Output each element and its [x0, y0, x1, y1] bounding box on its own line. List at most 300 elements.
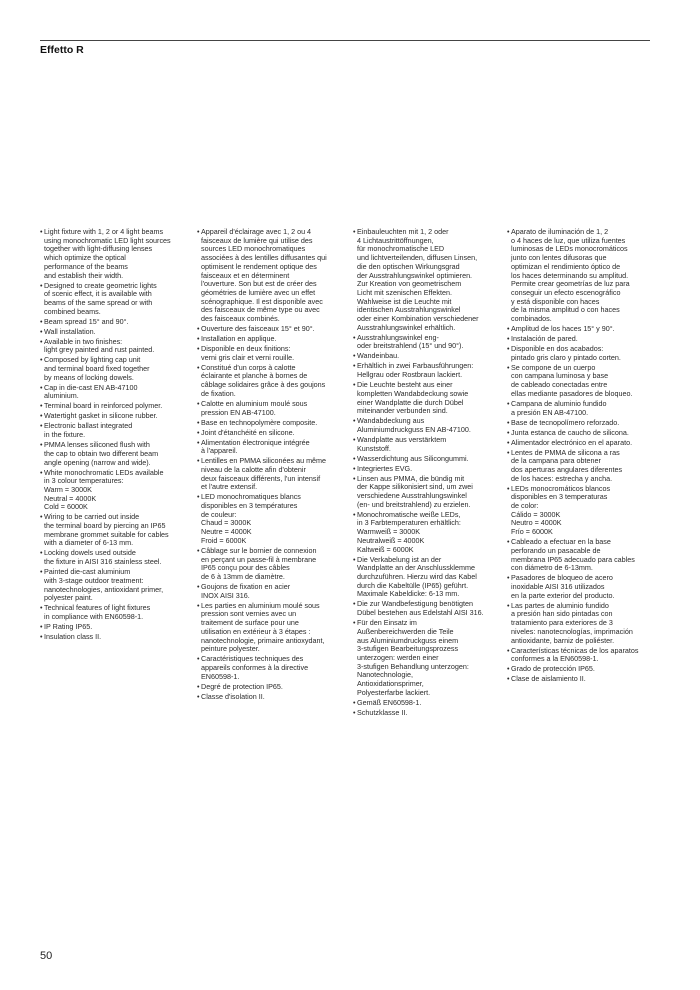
spec-line: appareils conformes à la directive — [201, 662, 309, 672]
bullet-icon: • — [507, 600, 510, 610]
spec-item-text — [201, 364, 341, 399]
spec-line: optimisent le rendement optique des — [201, 261, 317, 271]
spec-line: Neutral = 4000K — [44, 493, 97, 503]
spec-line: tratamiento para exteriores de 3 — [511, 618, 613, 628]
spec-line: in the fixture. — [44, 430, 86, 440]
bullet-icon: • — [40, 411, 43, 421]
spec-item — [197, 655, 341, 681]
spec-item-text — [357, 417, 497, 434]
spec-item — [507, 429, 651, 438]
spec-line: Available in two finishes: — [44, 336, 123, 346]
bullet-icon: • — [353, 416, 356, 426]
spec-item-text — [201, 683, 341, 692]
bullet-icon: • — [353, 473, 356, 483]
spec-line: Disponible en dos acabados: — [511, 344, 604, 354]
spec-item — [197, 400, 341, 417]
spec-line: Beam spread 15° and 90°. — [44, 316, 129, 326]
spec-item — [507, 325, 651, 334]
bullet-icon: • — [40, 401, 43, 411]
spec-line: Schutzklasse II. — [357, 707, 408, 717]
spec-item — [40, 356, 184, 382]
spec-line: beams of the same spread or with — [44, 297, 153, 307]
spec-item-text — [511, 364, 651, 399]
spec-item — [353, 228, 497, 332]
spec-item — [353, 436, 497, 453]
spec-item-text — [201, 228, 341, 324]
spec-item — [507, 345, 651, 362]
spec-item — [197, 429, 341, 438]
spec-line: performance of the beams — [44, 261, 128, 271]
bullet-icon: • — [40, 631, 43, 641]
column-spanish — [507, 228, 651, 685]
spec-line: disponibles en 3 temperaturas — [511, 492, 608, 502]
spec-line: Ouverture des faisceaux 15° et 90°. — [201, 324, 315, 334]
spec-line: in 3 Farbtemperaturen erhältlich: — [357, 518, 461, 528]
bullet-icon: • — [40, 621, 43, 631]
spec-line: aluminium. — [44, 391, 79, 401]
bullet-icon: • — [353, 707, 356, 717]
spec-item — [40, 633, 184, 642]
spec-line: Clase de aislamiento II. — [511, 674, 586, 684]
spec-item-text — [357, 699, 497, 708]
spec-line: Gemäß EN60598-1. — [357, 697, 422, 707]
spec-item-text — [357, 600, 497, 617]
spec-line: Las partes de aluminio fundido — [511, 600, 609, 610]
spec-line: Dübel bestehen aus Edelstahl AISI 316. — [357, 608, 484, 618]
spec-line: oder breitstrahlend (15° und 90°). — [357, 341, 464, 351]
bullet-icon: • — [40, 355, 43, 365]
spec-line: scénographique. Il est disponible avec — [201, 296, 323, 306]
spec-line: durch die Kabeltülle (IP65) geführt. — [357, 580, 469, 590]
bullet-icon: • — [197, 437, 200, 447]
bullet-icon: • — [197, 417, 200, 427]
spec-line: which optimize the optical — [44, 253, 126, 263]
spec-line: éclairante et planche à bornes de — [201, 371, 308, 381]
spec-item-text — [357, 619, 497, 697]
spec-line: Ausstrahlungswinkel erhältlich. — [357, 322, 456, 332]
spec-line: Classe d'isolation II. — [201, 691, 265, 701]
bullet-icon: • — [197, 427, 200, 437]
spec-line: Base de tecnopolímero reforzado. — [511, 417, 620, 427]
spec-item-text — [357, 465, 497, 474]
spec-item — [197, 693, 341, 702]
spec-item-text — [357, 381, 497, 416]
spec-item — [353, 709, 497, 718]
spec-line: Appareil d'éclairage avec 1, 2 ou 4 — [201, 227, 312, 236]
spec-item — [507, 400, 651, 417]
bullet-icon: • — [507, 362, 510, 372]
bullet-icon: • — [40, 548, 43, 558]
spec-item-text — [201, 335, 341, 344]
spec-item-text — [511, 665, 651, 674]
bullet-icon: • — [507, 674, 510, 684]
spec-item — [197, 439, 341, 456]
spec-line: Les parties en aluminium moulé sous — [201, 600, 320, 610]
bullet-icon: • — [353, 332, 356, 342]
spec-line: Câblage sur le bornier de connexion — [201, 545, 317, 555]
spec-item-text — [44, 402, 184, 411]
spec-line: Warm = 3000K — [44, 484, 92, 494]
spec-item-text — [44, 282, 184, 317]
spec-line: con diámetro de 6-13mm. — [511, 563, 593, 573]
spec-item-text — [201, 400, 341, 417]
spec-line: using monochromatic LED light sources — [44, 235, 171, 245]
spec-line: de fixation. — [201, 388, 236, 398]
spec-item-text — [357, 436, 497, 453]
spec-line: de la campana para obtener — [511, 456, 601, 466]
spec-line: für monochromatische LED — [357, 244, 445, 254]
spec-item-text — [511, 485, 651, 537]
bullet-icon: • — [507, 398, 510, 408]
spec-line: de 6 à 13mm de diamètre. — [201, 571, 285, 581]
spec-line: pintado gris claro y pintado corten. — [511, 352, 621, 362]
spec-line: membrane grommet suitable for cables — [44, 529, 169, 539]
spec-line: Aluminiumdruckguss EN AB-47100. — [357, 424, 471, 434]
spec-item — [40, 422, 184, 439]
bullet-icon: • — [40, 280, 43, 290]
spec-line: Wandplatte an der Anschlussklemme — [357, 563, 475, 573]
spec-item — [40, 469, 184, 513]
bullet-icon: • — [353, 618, 356, 628]
spec-line: Locking dowels used outside — [44, 548, 136, 558]
spec-line: Terminal board in reinforced polymer. — [44, 401, 163, 411]
spec-line: l'ouverture. Son but est de créer des — [201, 279, 317, 289]
bullet-icon: • — [40, 336, 43, 346]
spec-item-text — [511, 400, 651, 417]
bullet-icon: • — [507, 573, 510, 583]
spec-item — [197, 547, 341, 582]
spec-line: niveles: nanotecnologías, imprimación — [511, 626, 633, 636]
spec-line: der Kappe silikonisiert sind, um zwei — [357, 482, 473, 492]
spec-line: and establish their width. — [44, 270, 124, 280]
spec-line: câblage solidaires grâce à des goujons — [201, 380, 326, 390]
spec-line: the fixture in AISI 316 stainless steel. — [44, 557, 162, 567]
spec-item — [507, 419, 651, 428]
bullet-icon: • — [353, 434, 356, 444]
spec-line: Die zur Wandbefestigung benötigten — [357, 599, 474, 609]
spec-line: with 3-stage outdoor treatment: — [44, 575, 144, 585]
spec-line: Alimentation électronique intégrée — [201, 437, 310, 447]
spec-item — [507, 665, 651, 674]
bullet-icon: • — [353, 697, 356, 707]
spec-line: faisceaux de lumière qui utilise des — [201, 235, 313, 245]
spec-line: Froid = 6000K — [201, 535, 247, 545]
page-title: Effetto R — [40, 44, 84, 56]
spec-line: IP Rating IP65. — [44, 621, 93, 631]
spec-item-text — [511, 325, 651, 334]
spec-line: Cableado a efectuar en la base — [511, 537, 611, 547]
bullet-icon: • — [197, 654, 200, 664]
bullet-icon: • — [40, 603, 43, 613]
spec-item — [353, 619, 497, 697]
spec-item — [40, 568, 184, 603]
spec-item — [197, 419, 341, 428]
spec-line: Die Leuchte besteht aus einer — [357, 380, 453, 390]
spec-line: oder einer Kombination verschiedener — [357, 314, 479, 324]
bullet-icon: • — [353, 453, 356, 463]
spec-line: Cold = 6000K — [44, 502, 88, 512]
spec-line: Base en technopolymère composite. — [201, 417, 318, 427]
spec-line: Calotte en aluminium moulé sous — [201, 398, 308, 408]
spec-line: Grado de protección IP65. — [511, 664, 595, 674]
bullet-icon: • — [353, 361, 356, 371]
bullet-icon: • — [197, 456, 200, 466]
spec-item — [40, 513, 184, 548]
spec-line: durchzuführen. Hierzu wird das Kabel — [357, 571, 477, 581]
spec-line: Instalación de pared. — [511, 334, 578, 344]
spec-item — [40, 384, 184, 401]
spec-item-text — [44, 422, 184, 439]
spec-line: de color: — [511, 501, 539, 511]
bullet-icon: • — [353, 351, 356, 361]
spec-item-text — [201, 602, 341, 654]
spec-item-text — [511, 449, 651, 484]
bullet-icon: • — [353, 227, 356, 236]
bullet-icon: • — [197, 681, 200, 691]
spec-item — [40, 228, 184, 280]
spec-item — [353, 511, 497, 555]
spec-item — [197, 583, 341, 600]
spec-line: a presión EN AB-47100. — [511, 407, 589, 417]
spec-line: niveau de la calotte afin d'obtenir — [201, 464, 306, 474]
spec-item — [40, 282, 184, 317]
spec-line: einer Wandplatte die durch Dübel — [357, 397, 464, 407]
spec-line: Wall installation. — [44, 326, 96, 336]
spec-line: Chaud = 3000K — [201, 518, 252, 528]
spec-line: Alimentador electrónico en el aparato. — [511, 437, 633, 447]
spec-line: Disponible en deux finitions: — [201, 344, 291, 354]
spec-line: Integriertes EVG. — [357, 463, 413, 473]
spec-line: Campana de aluminio fundido — [511, 398, 607, 408]
spec-line: White monochromatic LEDs available — [44, 467, 164, 477]
top-rule — [40, 40, 650, 41]
spec-line: identischen Ausstrahlungswinkel — [357, 305, 461, 315]
spec-item — [353, 465, 497, 474]
spec-item-text — [201, 583, 341, 600]
spec-line: the cap to obtain two different beam — [44, 448, 159, 458]
spec-line: Zur Kreation von geometrischem — [357, 279, 462, 289]
bullet-icon: • — [507, 664, 510, 674]
spec-line: pression sont vernies avec un — [201, 609, 297, 619]
spec-item-text — [357, 334, 497, 351]
spec-line: Degré de protection IP65. — [201, 681, 283, 691]
spec-item-text — [44, 568, 184, 603]
bullet-icon: • — [197, 344, 200, 354]
spec-line: Hellgrau oder Rostbraun lackiert. — [357, 370, 463, 380]
spec-item-text — [201, 325, 341, 334]
spec-line: together with light-diffusing lenses — [44, 244, 153, 254]
spec-line: und lichtverteilenden, diffusen Linsen, — [357, 253, 478, 263]
spec-line: Für den Einsatz im — [357, 618, 417, 628]
spec-line: Erhältlich in zwei Farbausführungen: — [357, 361, 474, 371]
spec-line: Licht mit szenischen Effekten. — [357, 287, 452, 297]
spec-line: Wasserdichtung aus Silicongummi. — [357, 453, 469, 463]
spec-item — [197, 457, 341, 492]
spec-line: Linsen aus PMMA, die bündig mit — [357, 473, 465, 483]
spec-item-text — [44, 623, 184, 632]
spec-item — [353, 475, 497, 510]
spec-line: Wandeinbau. — [357, 351, 400, 361]
spec-line: membrana IP65 adecuado para cables — [511, 554, 635, 564]
spec-item-text — [44, 633, 184, 642]
spec-item-text — [201, 345, 341, 362]
spec-item-text — [357, 228, 497, 332]
spec-item — [353, 352, 497, 361]
spec-line: Watertight gasket in silicone rubber. — [44, 411, 158, 421]
spec-line: LEDs monocromáticos blancos — [511, 483, 611, 493]
bullet-icon: • — [507, 417, 510, 427]
spec-item-text — [201, 439, 341, 456]
spec-item-text — [357, 556, 497, 600]
spec-item-text — [201, 419, 341, 428]
spec-item — [40, 604, 184, 621]
spec-item-text — [511, 538, 651, 573]
spec-line: Constitué d'un corps à calotte — [201, 362, 296, 372]
spec-item — [353, 417, 497, 434]
spec-item-text — [44, 549, 184, 566]
spec-line: Cálido = 3000K — [511, 509, 561, 519]
spec-line: miteinander verbunden sind. — [357, 406, 448, 416]
spec-item-text — [511, 602, 651, 646]
spec-line: dos aperturas angulares diferentes — [511, 464, 623, 474]
spec-line: Light fixture with 1, 2 or 4 light beams — [44, 227, 164, 236]
spec-item-text — [511, 429, 651, 438]
spec-line: et l'autre extensif. — [201, 482, 258, 492]
spec-line: Wahlweise ist die Leuchte mit — [357, 296, 452, 306]
spec-item-text — [44, 338, 184, 355]
bullet-icon: • — [40, 567, 43, 577]
spec-line: Polyesterfarbe lackiert. — [357, 687, 431, 697]
spec-line: der Ausstrahlungswinkel optimieren. — [357, 270, 473, 280]
spec-line: Lentilles en PMMA siliconées au même — [201, 456, 327, 466]
bullet-icon: • — [40, 326, 43, 336]
spec-line: Composed by lighting cap unit — [44, 355, 141, 365]
spec-item — [40, 402, 184, 411]
spec-item-text — [357, 475, 497, 510]
spec-item-text — [201, 493, 341, 545]
spec-item-text — [44, 228, 184, 280]
bullet-icon: • — [353, 380, 356, 390]
spec-line: Caractéristiques techniques des — [201, 654, 304, 664]
spec-line: de la misma amplitud o con haces — [511, 305, 620, 315]
spec-line: Maximale Kabeldicke: 6-13 mm. — [357, 589, 460, 599]
spec-item-text — [201, 457, 341, 492]
spec-line: perforando un pasacable de — [511, 545, 601, 555]
spec-line: Neutro = 4000K — [511, 518, 562, 528]
bullet-icon: • — [353, 463, 356, 473]
spec-line: light grey painted and rust painted. — [44, 345, 155, 355]
spec-line: pression EN AB-47100. — [201, 407, 276, 417]
spec-item — [353, 381, 497, 416]
spec-item — [40, 328, 184, 337]
spec-line: disponibles en 3 températures — [201, 501, 298, 511]
spec-line: faisceaux et en déterminent — [201, 270, 290, 280]
spec-item-text — [44, 356, 184, 382]
spec-item-text — [357, 455, 497, 464]
spec-line: nanotechnologies, antioxidant primer, — [44, 584, 164, 594]
spec-line: Permite crear geometrías de luz para — [511, 279, 630, 289]
spec-line: by means of locking dowels. — [44, 372, 134, 382]
spec-line: de los haces: estrecha y ancha. — [511, 473, 613, 483]
bullet-icon: • — [40, 382, 43, 392]
spec-line: 3-stufigen Bearbeitungsprozess — [357, 644, 459, 654]
bullet-icon: • — [197, 324, 200, 334]
spec-item-text — [201, 655, 341, 681]
bullet-icon: • — [197, 398, 200, 408]
spec-line: EN60598-1. — [201, 671, 240, 681]
spec-item-text — [511, 647, 651, 664]
spec-line: des faisceaux combinés. — [201, 314, 280, 324]
bullet-icon: • — [40, 316, 43, 326]
spec-item — [40, 441, 184, 467]
bullet-icon: • — [197, 334, 200, 344]
spec-line: junto con lentes difusoras que — [511, 253, 607, 263]
spec-item-text — [201, 429, 341, 438]
spec-line: Kaltweiß = 6000K — [357, 544, 414, 554]
spec-line: LED monochromatiques blancs — [201, 492, 301, 502]
bullet-icon: • — [507, 427, 510, 437]
spec-line: (en- und breitstrahlend) zu erzielen. — [357, 499, 471, 509]
spec-line: with a diameter of 6-13 mm. — [44, 538, 134, 548]
spec-line: Electronic ballast integrated — [44, 421, 133, 431]
spec-line: traitement de surface pour une — [201, 618, 299, 628]
spec-line: Nanotechnologie, — [357, 670, 413, 680]
spec-line: Goujons de fixation en acier — [201, 581, 291, 591]
bullet-icon: • — [507, 483, 510, 493]
spec-line: antioxidante, barniz de poliéster. — [511, 635, 615, 645]
spec-line: Kunststoff. — [357, 443, 391, 453]
bullet-icon: • — [507, 227, 510, 236]
spec-line: associées à des lentilles diffusantes qui — [201, 253, 327, 263]
spec-item — [507, 364, 651, 399]
column-english — [40, 228, 184, 643]
spec-item — [197, 602, 341, 654]
spec-line: conseguir un efecto escenográfico — [511, 287, 621, 297]
spec-line: Die Verkabelung ist an der — [357, 554, 442, 564]
spec-line: deux faisceaux différents, l'un intensif — [201, 473, 321, 483]
bullet-icon: • — [197, 227, 200, 236]
spec-line: Neutralweiß = 4000K — [357, 535, 425, 545]
spec-item-text — [201, 693, 341, 702]
spec-line: angle opening (narrow and wide). — [44, 457, 151, 467]
spec-line: Frío = 6000K — [511, 527, 553, 537]
spec-line: Amplitud de los haces 15° y 90°. — [511, 324, 615, 334]
spec-item — [507, 675, 651, 684]
spec-item — [197, 228, 341, 324]
spec-item — [507, 485, 651, 537]
spec-item-text — [511, 345, 651, 362]
spec-line: Antioxidationsprimer, — [357, 679, 424, 689]
spec-item — [197, 345, 341, 362]
spec-item-text — [44, 513, 184, 548]
spec-line: des faisceaux de même type ou avec — [201, 305, 320, 315]
spec-item — [507, 602, 651, 646]
spec-item-text — [44, 469, 184, 513]
spec-line: Painted die-cast aluminium — [44, 567, 131, 577]
spec-item — [507, 449, 651, 484]
spec-line: INOX AISI 316. — [201, 590, 250, 600]
spec-item — [40, 549, 184, 566]
spec-line: combined beams. — [44, 306, 101, 316]
column-french — [197, 228, 341, 703]
spec-line: ellas mediante pasadores de bloqueo. — [511, 388, 633, 398]
spec-item — [40, 318, 184, 327]
spec-line: géométries de lumière avec un effet — [201, 287, 316, 297]
bullet-icon: • — [353, 509, 356, 519]
spec-line: conformes a la EN60598-1. — [511, 654, 599, 664]
spec-item — [507, 647, 651, 664]
bullet-icon: • — [507, 537, 510, 547]
